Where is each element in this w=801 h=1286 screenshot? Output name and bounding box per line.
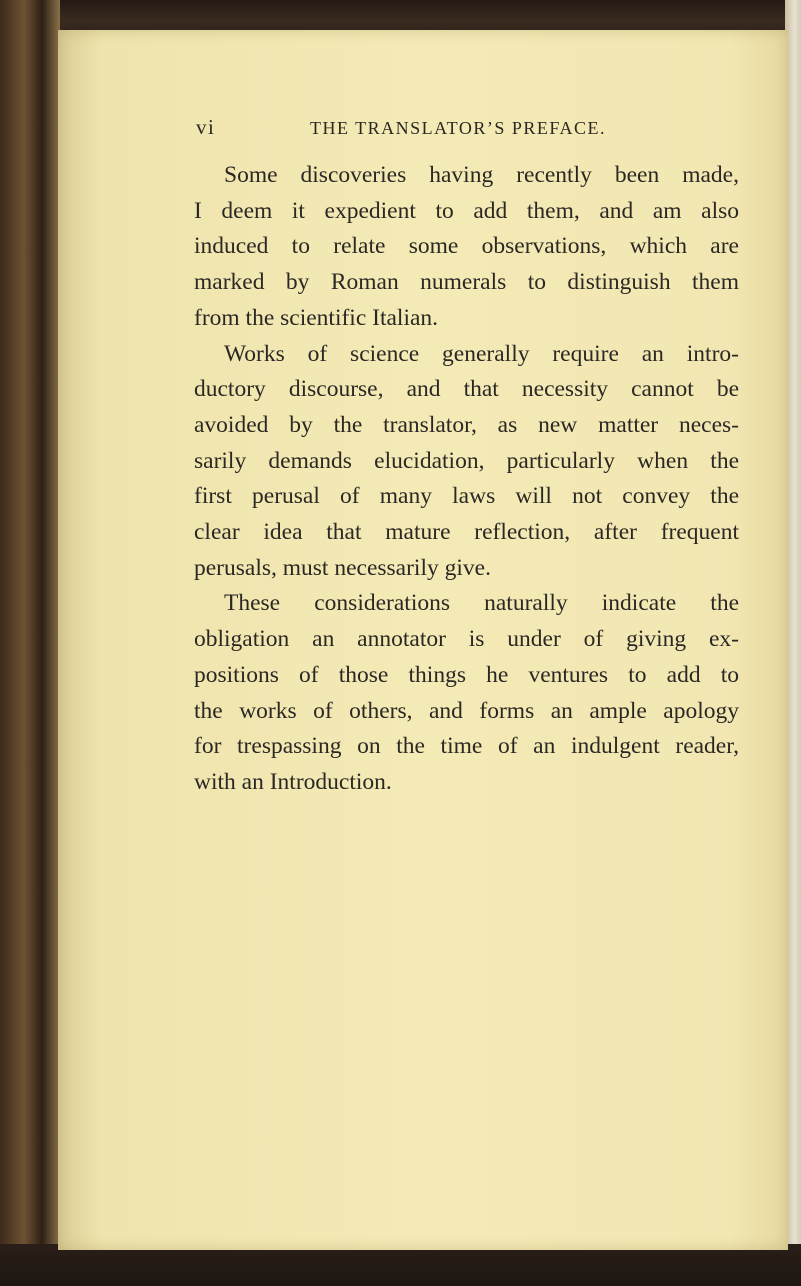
text-line: ductory discourse, and that necessity cannot be: [194, 376, 739, 403]
running-head: [196, 115, 756, 145]
text-line: for trespassing on the time of an indulgent reader,: [194, 733, 739, 760]
text-line: These considerations naturally indicate the: [224, 590, 739, 617]
text-line: obligation an annotator is under of giving ex-: [194, 626, 739, 653]
text-line: marked by Roman numerals to distinguish them: [194, 269, 739, 296]
text-line: induced to relate some observations, which are: [194, 233, 739, 260]
text-line: the works of others, and forms an ample apology: [194, 697, 739, 724]
text-line: avoided by the translator, as new matter neces-: [194, 411, 739, 438]
text-line: perusals, must necessarily give.: [194, 554, 491, 581]
paragraph-1: [194, 158, 739, 337]
text-line: clear idea that mature reflection, after frequent: [194, 519, 739, 546]
text-line: from the scientific Italian.: [194, 304, 439, 331]
text-line: Some discoveries having recently been made,: [224, 162, 739, 188]
book-spine-gutter: [0, 0, 60, 1286]
text-line: Works of science generally require an intro-: [224, 340, 739, 367]
text-line: sarily demands elucidation, particularly when the: [194, 447, 739, 474]
text-line: with an Introduction.: [194, 768, 392, 795]
running-title: THE TRANSLATOR’S PREFACE.: [310, 118, 607, 138]
preface-text: [194, 158, 739, 801]
text-line: first perusal of many laws will not convey the: [194, 483, 739, 510]
paragraph-2: [194, 337, 739, 587]
paragraph-3: [194, 586, 739, 800]
page-number: vi: [196, 115, 216, 139]
text-line: I deem it expedient to add them, and am also: [194, 197, 739, 224]
text-line: positions of those things he ventures to add to: [194, 661, 739, 688]
book-bottom-edge: [0, 1244, 801, 1286]
